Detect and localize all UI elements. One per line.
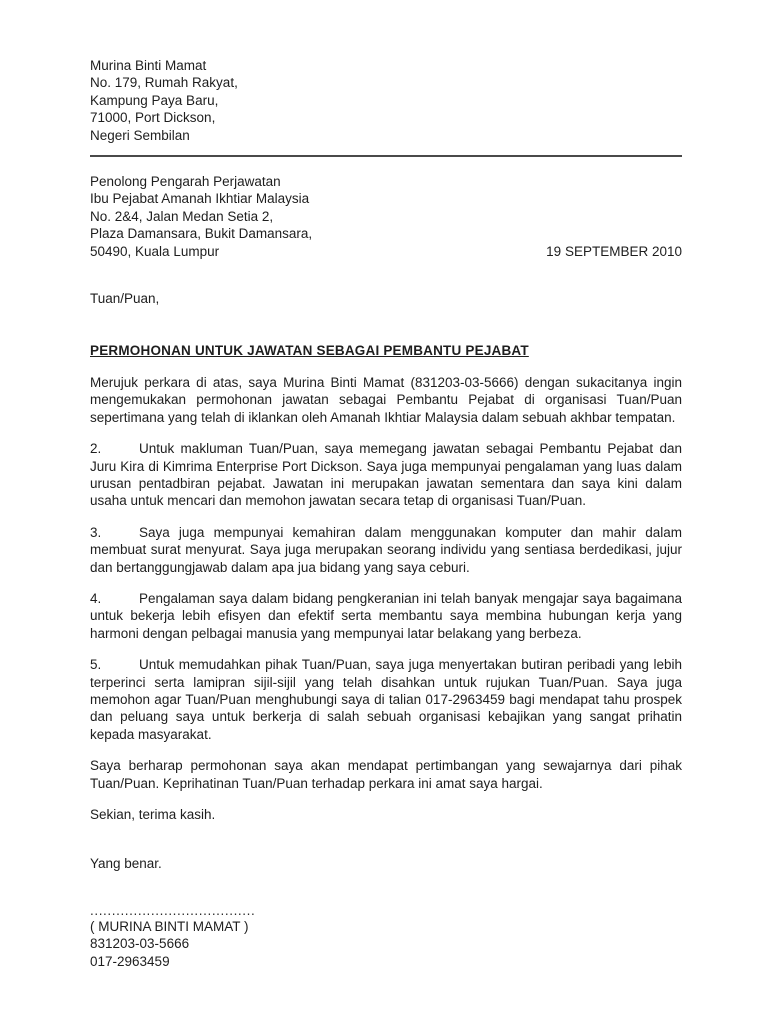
sender-address-line: 71000, Port Dickson,	[90, 110, 216, 126]
paragraph-number: 3.	[90, 524, 102, 540]
paragraph-text: Pengalaman saya dalam bidang pengkeranian ini telah banyak mengajar saya bagaimana untuk bekerja lebih efisyen dan efektif serta membantu saya membina hubungan kerja yang harmoni dengan pelbagai manusia yang mempunyai latar belakang yang berbeza.	[90, 590, 682, 641]
body-paragraph-1	[90, 374, 682, 426]
signature-ic-number: 831203-03-5666	[90, 936, 190, 952]
recipient-title: Penolong Pengarah Perjawatan	[90, 174, 281, 190]
separator-line	[90, 155, 682, 157]
body-paragraph-3	[90, 524, 682, 576]
signature-block	[90, 904, 682, 970]
recipient-address-line: 50490, Kuala Lumpur	[90, 243, 220, 259]
recipient-address-line: Plaza Damansara, Bukit Damansara,	[90, 226, 313, 242]
paragraph-text: Merujuk perkara di atas, saya Murina Binti Mamat (831203-03-5666) dengan sukacitanya ingin mengemukakan permohonan jawatan sebagai Pembantu Pejabat di organisasi Tuan/Puan sepertimana yang telah di iklankan oleh Amanah Ikhtiar Malaysia dalam sebuah akhbar tempatan.	[90, 374, 682, 425]
sender-address	[90, 57, 682, 144]
sender-address-line: Kampung Paya Baru,	[90, 92, 219, 108]
valediction: Yang benar.	[90, 856, 162, 872]
recipient-address	[90, 173, 312, 260]
signature-dotted-line: ......................................	[90, 902, 256, 918]
body-paragraph-5	[90, 656, 682, 743]
salutation: Tuan/Puan,	[90, 291, 160, 307]
signature-name: ( MURINA BINTI MAMAT )	[90, 918, 249, 934]
subject-line: PERMOHONAN UNTUK JAWATAN SEBAGAI PEMBANTU PEJABAT	[90, 343, 529, 359]
sender-address-line: Negeri Sembilan	[90, 127, 190, 143]
letter-content	[90, 57, 682, 970]
body-paragraph-2	[90, 440, 682, 510]
recipient-address-line: No. 2&4, Jalan Medan Setia 2,	[90, 208, 274, 224]
paragraph-text: Untuk makluman Tuan/Puan, saya memegang jawatan sebagai Pembantu Pejabat dan Juru Kira di Kimrima Enterprise Port Dickson. Saya juga mempunyai pengalaman yang luas dalam urusan pentadbiran pejabat. Jawatan ini merupakan jawatan sementara dan saya kini dalam usaha untuk mencari dan memohon jawatan secara tetap di organisasi Tuan/Puan.	[90, 441, 682, 509]
body-paragraph-4	[90, 590, 682, 642]
sender-address-line: No. 179, Rumah Rakyat,	[90, 75, 238, 91]
recipient-address-line: Ibu Pejabat Amanah Ikhtiar Malaysia	[90, 191, 310, 207]
closing-paragraph: Saya berharap permohonan saya akan mendapat pertimbangan yang sewajarnya dari pihak Tuan/Puan. Keprihatinan Tuan/Puan terhadap perkara ini amat saya hargai.	[90, 758, 682, 791]
paragraph-number: 2.	[90, 441, 102, 457]
paragraph-number: 5.	[90, 657, 102, 673]
signature-phone-number: 017-2963459	[90, 953, 170, 969]
paragraph-number: 4.	[90, 590, 102, 606]
sender-name: Murina Binti Mamat	[90, 58, 207, 73]
paragraph-text: Untuk memudahkan pihak Tuan/Puan, saya juga menyertakan butiran peribadi yang lebih terperinci serta lamipran sijil-sijil yang telah disahkan untuk rujukan Tuan/Puan. Saya juga memohon agar Tuan/Puan menghubungi saya di talian 017-2963459 bagi mendapat tahu prospek dan peluang saya untuk berkerja di salah sebuah organisasi kebajikan yang sangat prihatin kepada masyarakat.	[90, 657, 682, 742]
sign-off: Sekian, terima kasih.	[90, 807, 216, 822]
paragraph-text: Saya juga mempunyai kemahiran dalam menggunakan komputer dan mahir dalam membuat surat menyurat. Saya juga merupakan seorang individu yang sentiasa berdedikasi, jujur dan bertanggungjawab dalam apa jua bidang yang saya ceburi.	[90, 524, 682, 575]
letter-date: 19 SEPTEMBER 2010	[546, 243, 682, 259]
recipient-and-date-row	[90, 173, 682, 260]
